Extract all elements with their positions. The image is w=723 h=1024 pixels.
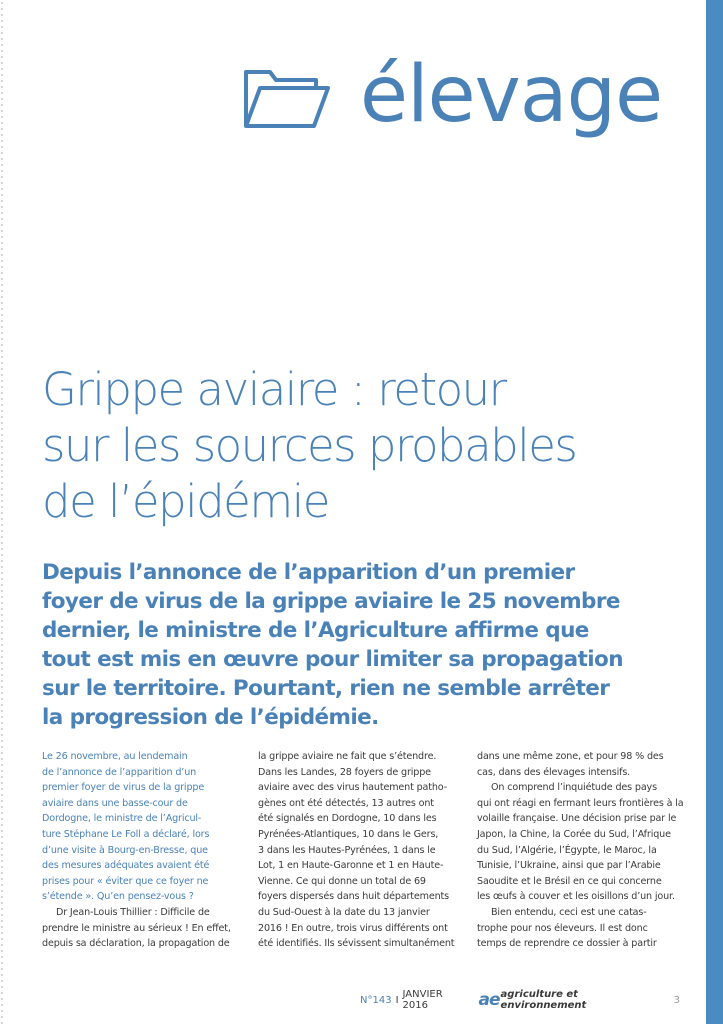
body-line: temps de reprendre ce dossier à partir (477, 938, 657, 950)
body-line: Lot, 1 en Haute-Garonne et 1 en Haute- (258, 860, 444, 872)
question-line: prises pour « éviter que ce foyer ne (42, 875, 209, 887)
answer-first-line (42, 905, 242, 921)
footer-separator: I (395, 994, 399, 1006)
body-line: 3 dans les Hautes-Pyrénées, 1 dans le (258, 844, 436, 856)
headline-line: de l’épidémie (42, 475, 329, 528)
body-line: Tunisie, l’Ukraine, ainsi que par l’Arabie (477, 860, 661, 872)
question-line: aviaire dans une basse-cour de (42, 797, 188, 809)
standfirst-line: tout est mis en œuvre pour limiter sa propagation (42, 647, 623, 672)
question-line: Dordogne, le ministre de l’Agricul- (42, 813, 202, 825)
body-line: gènes ont été détectés, 13 autres ont (258, 797, 434, 809)
answer-line: depuis sa déclaration, la propagation de (42, 938, 230, 950)
section-title: élevage (360, 50, 663, 140)
page-edge-dots (0, 0, 4, 1024)
body-line: volaille française. Une décision prise par le (477, 813, 677, 825)
body-column-2 (258, 749, 463, 949)
standfirst-line: dernier, le ministre de l’Agriculture affirme que (42, 618, 589, 643)
question-line: s’étende ». Qu’en pensez-vous ? (42, 891, 194, 903)
section-header (240, 40, 700, 150)
body-column-3 (477, 749, 682, 949)
page-number: 3 (673, 994, 680, 1006)
body-line: cas, dans des élevages intensifs. (477, 766, 631, 778)
answer-line: prendre le ministre au sérieux ! En effet, (42, 922, 231, 934)
body-line: foyers dispersés dans huit départements (258, 891, 450, 903)
headline-line: Grippe aviaire : retour (42, 363, 506, 416)
body-line: dans une même zone, et pour 98 % des (477, 751, 664, 762)
answer-line: : Difficile de (151, 906, 210, 918)
folder-icon (240, 64, 332, 132)
body-line: Japon, la Chine, la Corée du Sud, l’Afrique (477, 828, 671, 840)
body-line: 2016 ! En outre, trois virus différents ont (258, 922, 448, 934)
body-line: du Sud-Ouest à la date du 13 janvier (258, 906, 430, 918)
article-headline (42, 362, 682, 530)
question-line: d’une visite à Bourg-en-Bresse, que (42, 844, 208, 856)
body-line: On comprend l’inquiétude des pays (491, 782, 657, 794)
article-standfirst (42, 558, 682, 732)
issue-date: JANVIER 2016 (402, 989, 443, 1011)
question-line: premier foyer de virus de la grippe (42, 782, 205, 794)
question-line: des mesures adéquates avaient été (42, 860, 210, 872)
body-line: été identifiés. Ils sévissent simultanément (258, 938, 455, 950)
body-line: les œufs à couver et les oisillons d’un jour. (477, 891, 675, 903)
body-line: la grippe aviaire ne fait que s’étendre. (258, 751, 437, 762)
standfirst-line: sur le territoire. Pourtant, rien ne semble arrêter (42, 676, 610, 701)
accent-side-bar (706, 0, 723, 1024)
body-line: du Sud, l’Algérie, l’Égypte, le Maroc, la (477, 844, 657, 856)
magazine-logo: ae (478, 990, 500, 1010)
body-line: aviaire avec des virus hautement patho- (258, 782, 448, 794)
speaker-name: Dr Jean-Louis Thillier (56, 906, 152, 918)
body-line: Vienne. Ce qui donne un total de 69 (258, 875, 426, 887)
magazine-name: agriculture et environnement (500, 989, 587, 1011)
headline-line: sur les sources probables (42, 419, 577, 472)
question-line: de l’annonce de l’apparition d’un (42, 766, 197, 778)
body-column-1 (42, 749, 242, 949)
issue-number: N°143 (360, 994, 392, 1006)
standfirst-line: foyer de virus de la grippe aviaire le 25 novembre (42, 589, 620, 614)
page-footer (360, 989, 680, 1011)
body-line: Bien entendu, ceci est une catas- (491, 906, 647, 918)
body-line: été signalés en Dordogne, 10 dans les (258, 813, 437, 825)
body-line: qui ont réagi en fermant leurs frontières à la (477, 797, 684, 809)
body-line: Pyrénées-Atlantiques, 10 dans le Gers, (258, 828, 439, 840)
standfirst-line: la progression de l’épidémie. (42, 705, 379, 730)
body-line: Saoudite et le Brésil en ce qui concerne (477, 875, 662, 887)
body-line: Dans les Landes, 28 foyers de grippe (258, 766, 431, 778)
body-line: trophe pour nos éleveurs. Il est donc (477, 922, 648, 934)
question-line: Le 26 novembre, au lendemain (42, 751, 188, 762)
standfirst-line: Depuis l’annonce de l’apparition d’un premier (42, 560, 575, 585)
question-line: ture Stéphane Le Foll a déclaré, lors (42, 828, 210, 840)
